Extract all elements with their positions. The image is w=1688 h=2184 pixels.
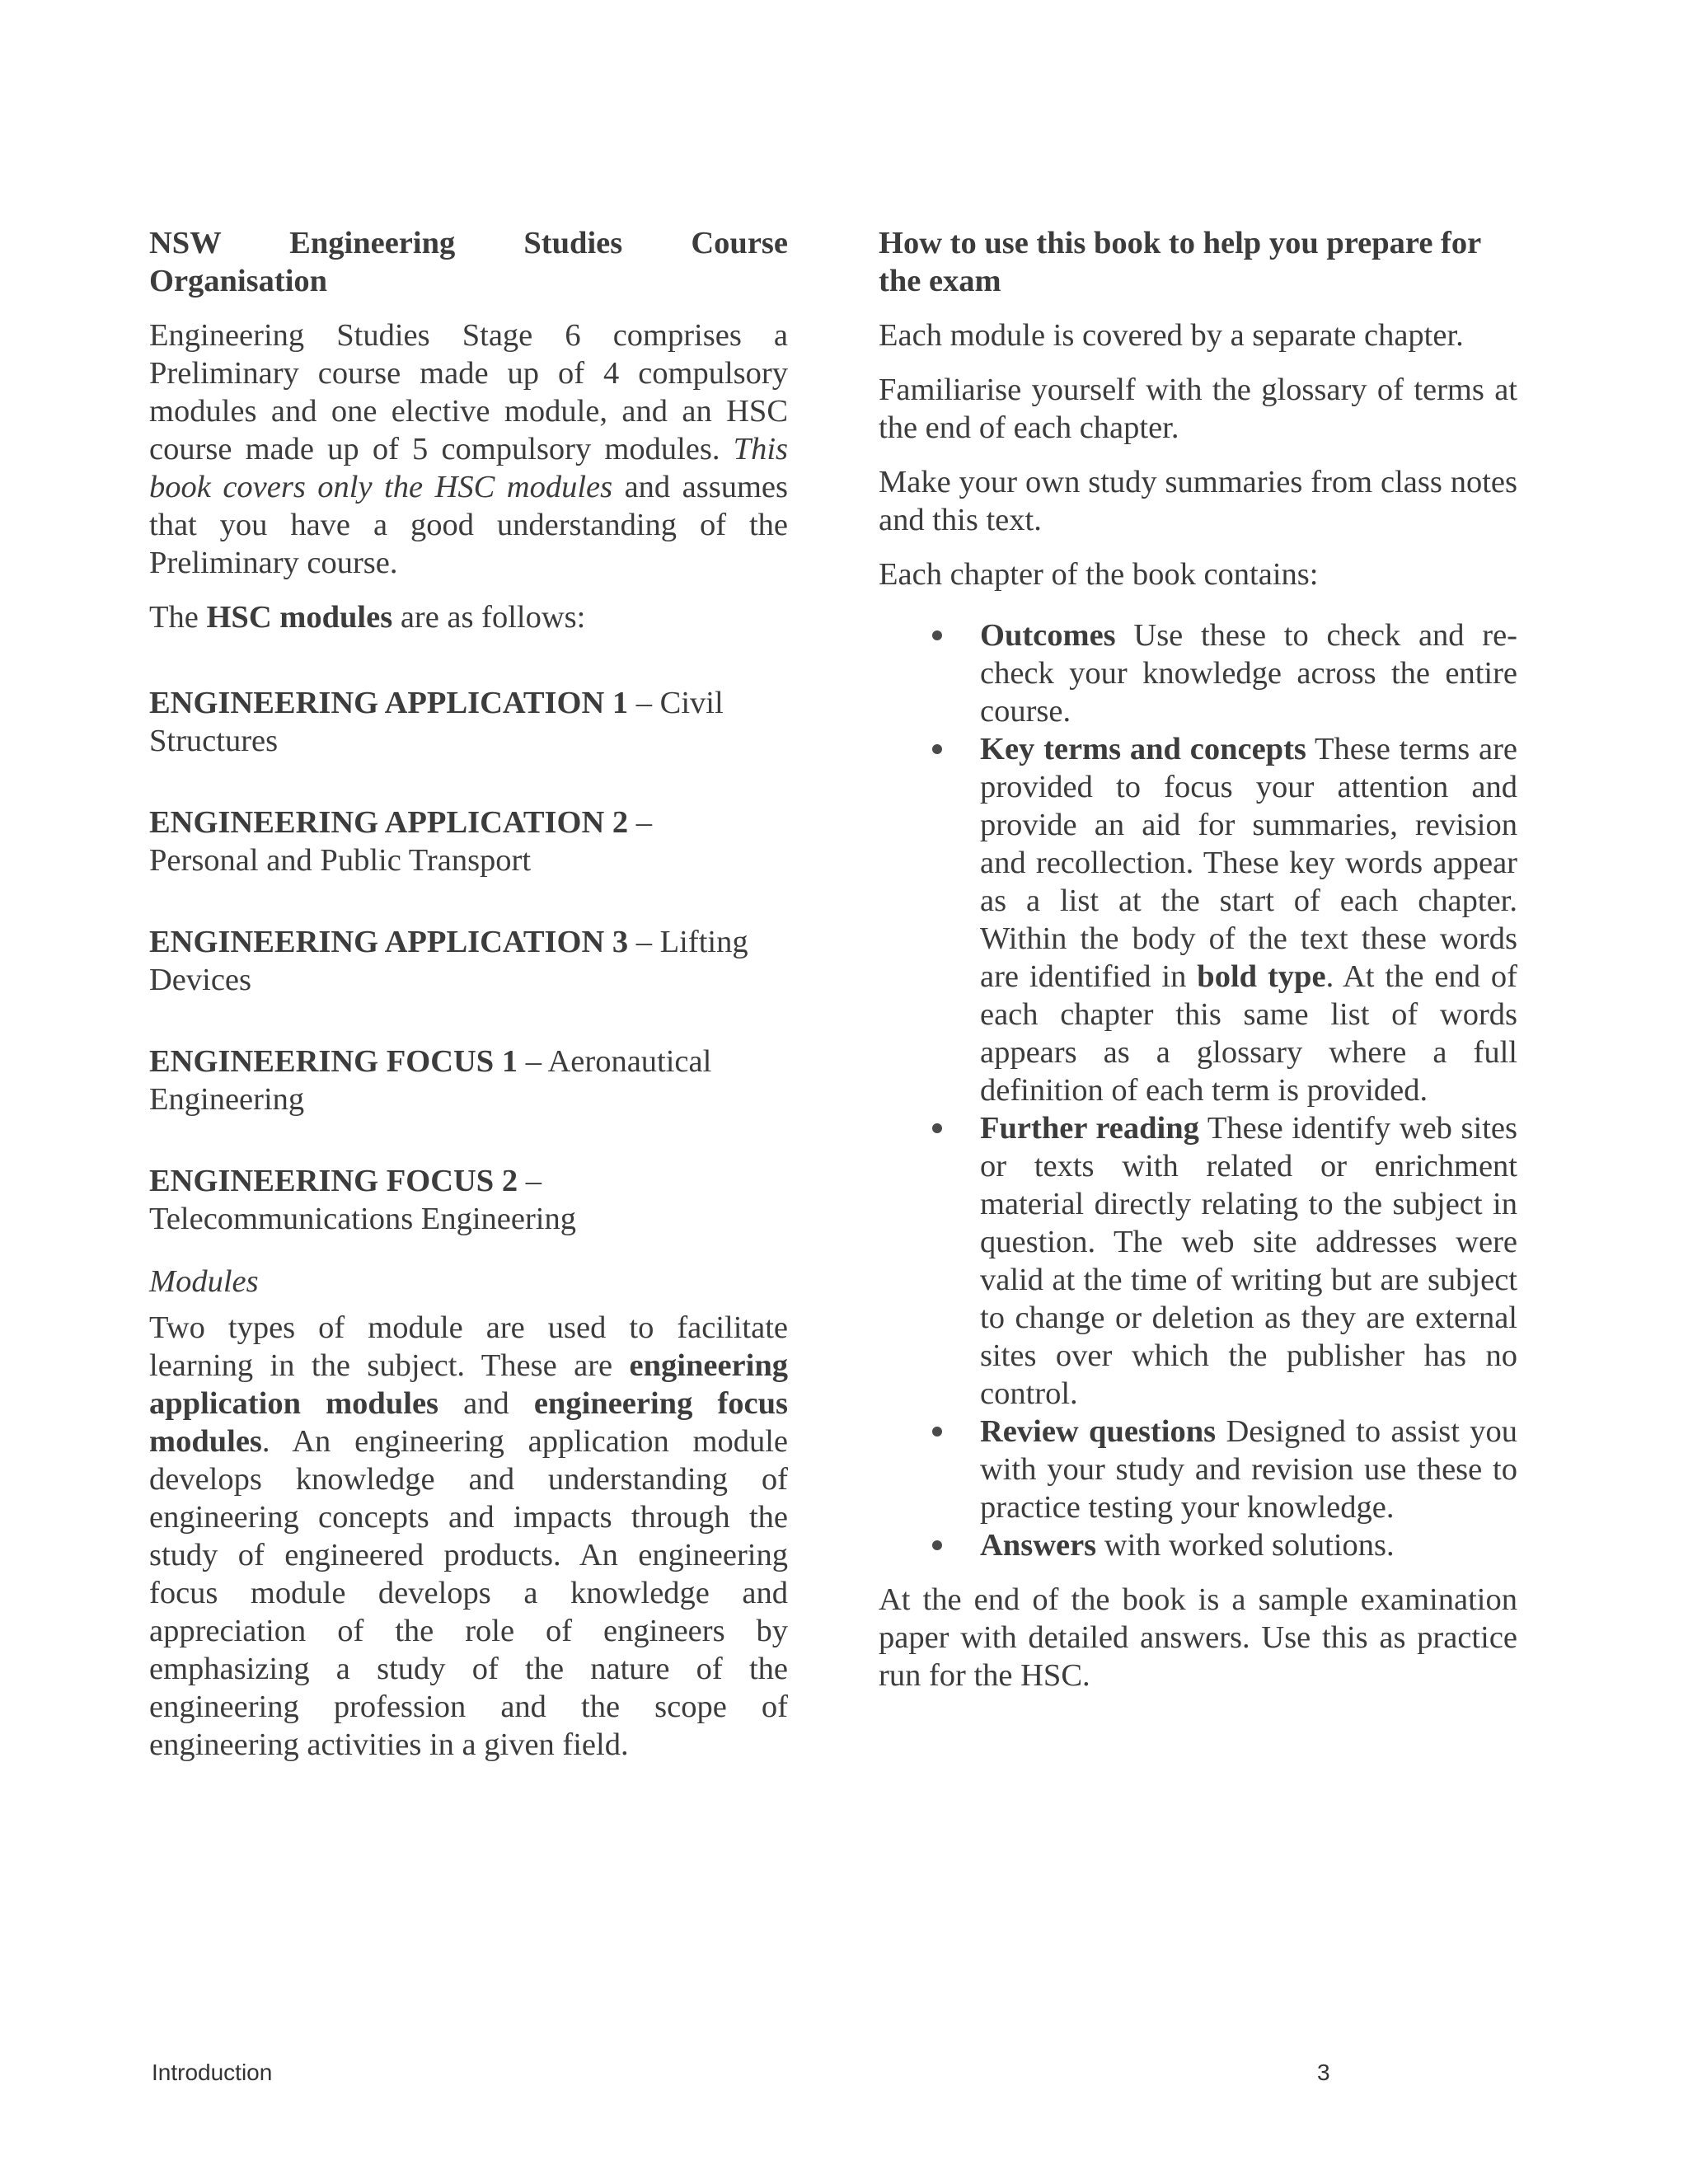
item-label: Key terms and concepts: [980, 732, 1306, 766]
chapter-contents-list: [879, 616, 1517, 1564]
item-label: Answers: [980, 1528, 1097, 1563]
modules-text: . An engineering application module develops knowledge and understanding of engineering concepts and impacts through the study of engineered products. An engineering focus module develops a knowledge and appreciation of the role of engineers by emphasizing a study of the nature of the engineering profession and the scope of engineering activities in a given field.: [149, 1424, 788, 1762]
module-entry: [149, 923, 788, 999]
module-title: ENGINEERING FOCUS 2: [149, 1164, 518, 1198]
module-title: ENGINEERING APPLICATION 1: [149, 686, 629, 720]
list-item: [980, 730, 1517, 1109]
bullet-icon: [932, 1123, 942, 1133]
hsc-line-post: are as follows:: [392, 600, 586, 635]
page-number: 3: [1317, 2060, 1330, 2085]
modules-bold: engineering focus modules: [149, 1386, 788, 1459]
modules-paragraph: [149, 1309, 788, 1764]
bullet-icon: [932, 630, 942, 640]
hsc-line-pre: The: [149, 600, 207, 635]
paragraph: Familiarise yourself with the glossary of terms at the end of each chapter.: [879, 373, 1517, 445]
module-entry: [149, 804, 788, 879]
module-subject: Personal and Public Transport: [149, 843, 532, 878]
list-item: [980, 1413, 1517, 1526]
hsc-modules-line: [149, 598, 788, 636]
list-item: [980, 616, 1517, 730]
module-entry: [149, 1162, 788, 1238]
modules-bold: engineering application modules: [149, 1348, 788, 1421]
right-column: [879, 224, 1517, 1711]
hsc-line-bold: HSC modules: [206, 600, 393, 635]
item-text: . At the end of each chapter this same list of words appears as a glossary where a full definition of each term is provided.: [980, 959, 1517, 1108]
item-text: with worked solutions.: [1096, 1528, 1395, 1563]
intro-italic-text: This book covers only the HSC modules: [149, 432, 788, 504]
closing-paragraph: At the end of the book is a sample examination paper with detailed answers. Use this as practice run for the HSC.: [879, 1582, 1517, 1693]
footer-section-label: Introduction: [152, 2060, 273, 2085]
left-column: [149, 224, 788, 1780]
module-title: ENGINEERING APPLICATION 2: [149, 805, 629, 840]
item-text: These terms are provided to focus your attention and provide an aid for summaries, revision and recollection. These key words appear as a list at the start of each chapter. Within the body of the text these words are identified in: [980, 732, 1517, 994]
list-item: [980, 1526, 1517, 1564]
how-to-use-heading: How to use this book to help you prepare for the exam: [879, 226, 1481, 298]
module-separator: –: [628, 805, 653, 840]
course-organisation-heading: NSW Engineering Studies Course Organisation: [149, 226, 788, 298]
module-title: ENGINEERING APPLICATION 3: [149, 925, 629, 959]
module-separator: –: [628, 925, 660, 959]
item-label: Further reading: [980, 1111, 1199, 1146]
modules-subheading: Modules: [149, 1264, 259, 1299]
module-subject: Lifting Devices: [149, 925, 748, 997]
item-text: These identify web sites or texts with related or enrichment material directly relating to the subject in question. The web site addresses were valid at the time of writing but are subject to change or deletion as they are external sites over which the publisher has no control.: [980, 1111, 1517, 1411]
intro-paragraph: [149, 316, 788, 582]
module-entry: [149, 1043, 788, 1118]
bullet-icon: [932, 1540, 942, 1550]
paragraph: Make your own study summaries from class notes and this text.: [879, 465, 1517, 537]
item-label: Outcomes: [980, 618, 1116, 653]
module-separator: –: [628, 686, 660, 720]
intro-text: Engineering Studies Stage 6 comprises a Preliminary course made up of 4 compulsory modules and one elective module, and an HSC course made up of 5 compulsory modules.: [149, 318, 788, 466]
module-subject: Civil Structures: [149, 686, 724, 758]
module-separator: –: [518, 1164, 542, 1198]
item-label: Review questions: [980, 1414, 1217, 1449]
bullet-icon: [932, 744, 942, 754]
modules-text: Two types of module are used to facilitate learning in the subject. These are: [149, 1310, 788, 1383]
module-title: ENGINEERING FOCUS 1: [149, 1044, 518, 1079]
module-separator: –: [518, 1044, 548, 1079]
intro-text-end: and assumes that you have a good understanding of the Preliminary course.: [149, 470, 788, 580]
module-subject: Telecommunications Engineering: [149, 1202, 576, 1236]
item-bold-inline: bold type: [1197, 959, 1326, 994]
bullet-icon: [932, 1427, 942, 1436]
item-text: Designed to assist you with your study and revision use these to practice testing your knowledge.: [980, 1414, 1517, 1525]
module-entry: [149, 684, 788, 760]
item-text: Use these to check and re-check your knowledge across the entire course.: [980, 618, 1517, 729]
list-item: [980, 1109, 1517, 1413]
module-subject: Aeronautical Engineering: [149, 1044, 712, 1117]
modules-text: and: [438, 1386, 534, 1421]
paragraph: Each chapter of the book contains:: [879, 557, 1319, 592]
paragraph: Each module is covered by a separate chapter.: [879, 318, 1464, 353]
